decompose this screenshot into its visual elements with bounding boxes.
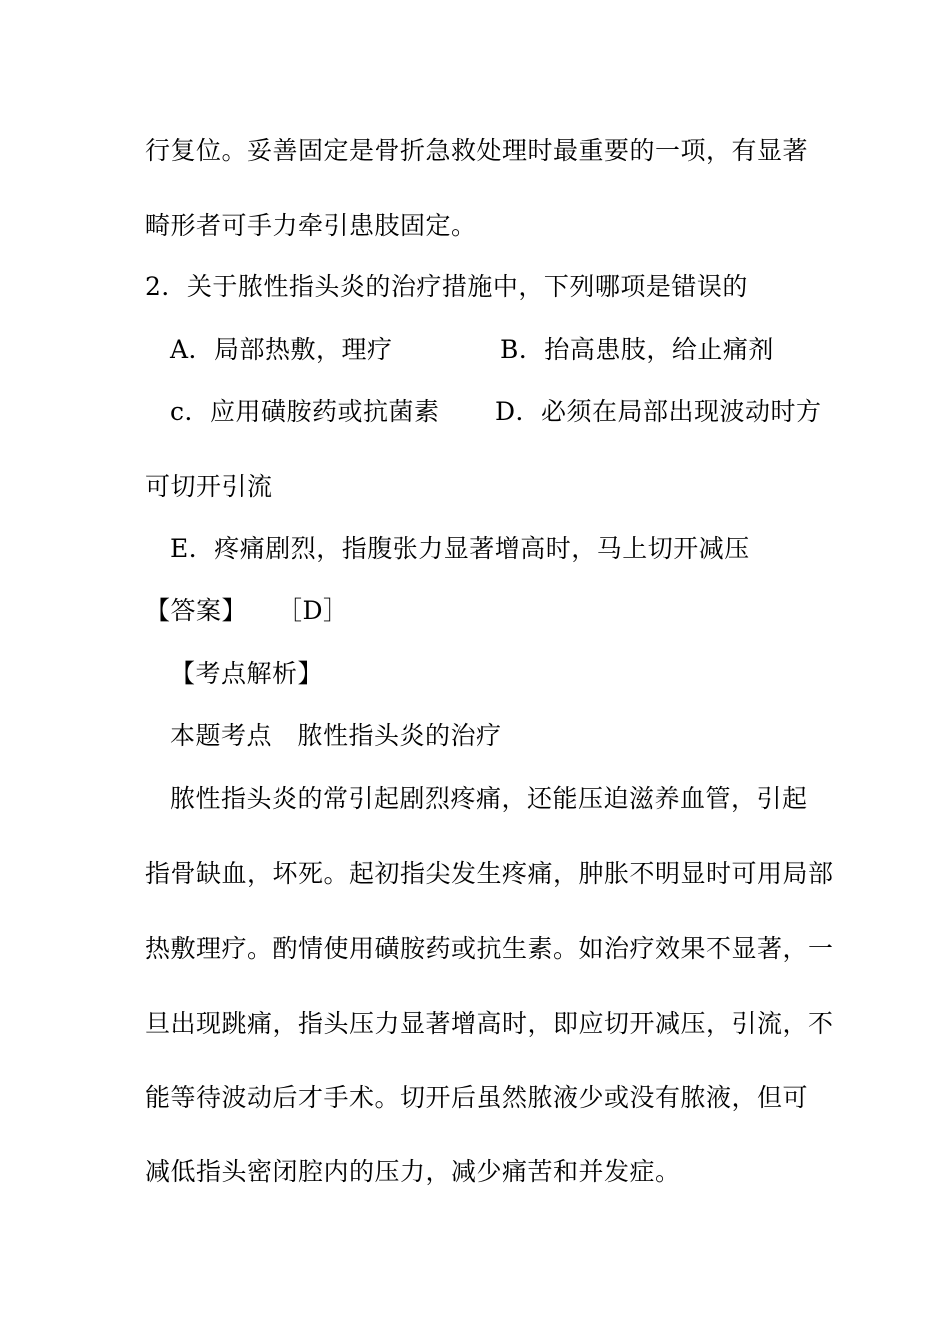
- passage-line-2: 畸形者可手力牵引患肢固定。: [145, 211, 477, 240]
- analysis-line-4: 旦出现跳痛，指头压力显著增高时，即应切开减压，引流，不: [145, 1009, 834, 1038]
- option-d: D．必须在局部出现波动时方: [495, 397, 822, 426]
- option-c: c．应用磺胺药或抗菌素: [170, 397, 440, 426]
- analysis-line-6: 减低指头密闭腔内的压力，减少痛苦和并发症。: [145, 1157, 681, 1186]
- option-a: A．局部热敷，理疗: [170, 335, 393, 364]
- answer-label: 【答案】: [145, 596, 248, 625]
- analysis-heading: 【考点解析】: [170, 659, 324, 688]
- answer-value: ［D］: [277, 596, 349, 625]
- analysis-line-3: 热敷理疗。酌情使用磺胺药或抗生素。如治疗效果不显著，一: [145, 934, 834, 963]
- analysis-topic: 本题考点 脓性指头炎的治疗: [170, 721, 502, 750]
- question-stem: 2．关于脓性指头炎的治疗措施中，下列哪项是错误的: [145, 272, 748, 301]
- analysis-line-1: 脓性指头炎的常引起剧烈疼痛，还能压迫滋养血管，引起: [170, 784, 808, 813]
- option-d-continued: 可切开引流: [145, 472, 273, 501]
- analysis-line-5: 能等待波动后才手术。切开后虽然脓液少或没有脓液，但可: [145, 1083, 809, 1112]
- option-e: E．疼痛剧烈，指腹张力显著增高时，马上切开减压: [170, 534, 750, 563]
- option-b: B．抬高患肢，给止痛剂: [500, 335, 774, 364]
- passage-line-1: 行复位。妥善固定是骨折急救处理时最重要的一项，有显著: [145, 136, 809, 165]
- answer-line: [145, 596, 349, 626]
- analysis-line-2: 指骨缺血，坏死。起初指尖发生疼痛，肿胀不明显时可用局部: [145, 859, 834, 888]
